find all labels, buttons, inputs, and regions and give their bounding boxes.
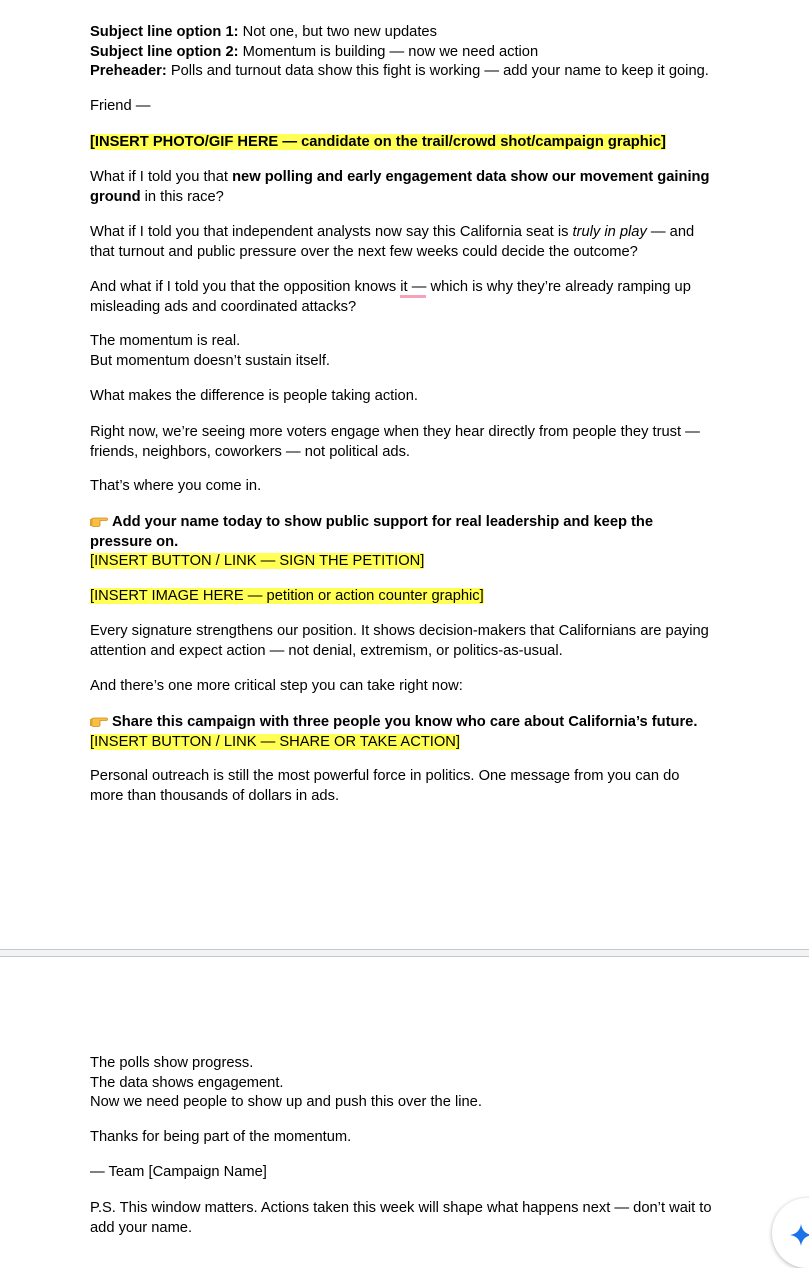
sparkle-icon — [790, 1224, 809, 1246]
image-placeholder[interactable]: [INSERT IMAGE HERE — petition or action counter graphic] — [90, 588, 484, 604]
paragraph-outreach[interactable]: Personal outreach is still the most powerful force in politics. One message from you can do more than thousands of dollars in ads. — [90, 768, 680, 804]
paragraph-signature[interactable]: Every signature strengthens our position. It shows decision-makers that Californians are paying attention and expect action — not denial, extremism, or politics-as-usual. — [90, 623, 709, 659]
paragraph-you-come-in[interactable]: That’s where you come in. — [90, 478, 262, 494]
closing-block[interactable]: The polls show progress. The data shows engagement. Now we need people to show up and push this over the line. — [90, 1055, 482, 1110]
pointing-hand-icon — [90, 714, 108, 726]
greeting[interactable]: Friend — — [90, 98, 151, 114]
paragraph-polling[interactable]: What if I told you that new polling and early engagement data show our movement gaining ground in this race? — [90, 169, 710, 205]
sign-petition-button-placeholder[interactable]: [INSERT BUTTON / LINK — SIGN THE PETITION] — [90, 553, 425, 569]
signoff[interactable]: — Team [Campaign Name] — [90, 1164, 267, 1180]
preheader: Preheader: Polls and turnout data show this fight is working — add your name to keep it going. — [90, 63, 709, 79]
spellcheck-flagged-text: it — — [400, 279, 426, 298]
subject-line-2: Subject line option 2: Momentum is building — now we need action — [90, 43, 539, 60]
subject-line-1: Subject line option 1: Not one, but two new updates — [90, 24, 437, 40]
cta-sign-block[interactable]: Add your name today to show public support for real leadership and keep the pressure on. [INSERT BUTTON / LINK — SIGN THE PETITION] — [90, 514, 654, 569]
paragraph-difference[interactable]: What makes the difference is people taking action. — [90, 388, 418, 404]
paragraph-thanks[interactable]: Thanks for being part of the momentum. — [90, 1129, 352, 1145]
paragraph-right-now[interactable]: Right now, we’re seeing more voters engage when they hear directly from people they trust — friends, neighbors, coworkers — not political ads. — [90, 424, 700, 460]
subject-lines-block[interactable] — [90, 23, 715, 82]
paragraph-one-more[interactable]: And there’s one more critical step you can take right now: — [90, 678, 463, 694]
postscript[interactable]: P.S. This window matters. Actions taken this week will shape what happens next — don’t wait to add your name. — [90, 1200, 712, 1236]
paragraph-analysts[interactable]: What if I told you that independent analysts now say this California seat is truly in play — and that turnout and public pressure over the next few weeks could decide the outcome? — [90, 224, 695, 260]
cta-share-block[interactable]: Share this campaign with three people you know who care about California’s future. [INSERT BUTTON / LINK — SHARE OR TAKE ACTION] — [90, 714, 698, 750]
momentum-block[interactable]: The momentum is real. But momentum doesn’t sustain itself. — [90, 333, 331, 369]
pointing-hand-icon — [90, 514, 108, 526]
photo-placeholder[interactable]: [INSERT PHOTO/GIF HERE — candidate on the trail/crowd shot/campaign graphic] — [90, 134, 666, 150]
paragraph-opposition[interactable]: And what if I told you that the opposition knows it — which is why they’re already ramping up misleading ads and coordinated attacks? — [90, 279, 691, 315]
page-break — [0, 949, 809, 957]
share-button-placeholder[interactable]: [INSERT BUTTON / LINK — SHARE OR TAKE ACTION] — [90, 733, 460, 750]
